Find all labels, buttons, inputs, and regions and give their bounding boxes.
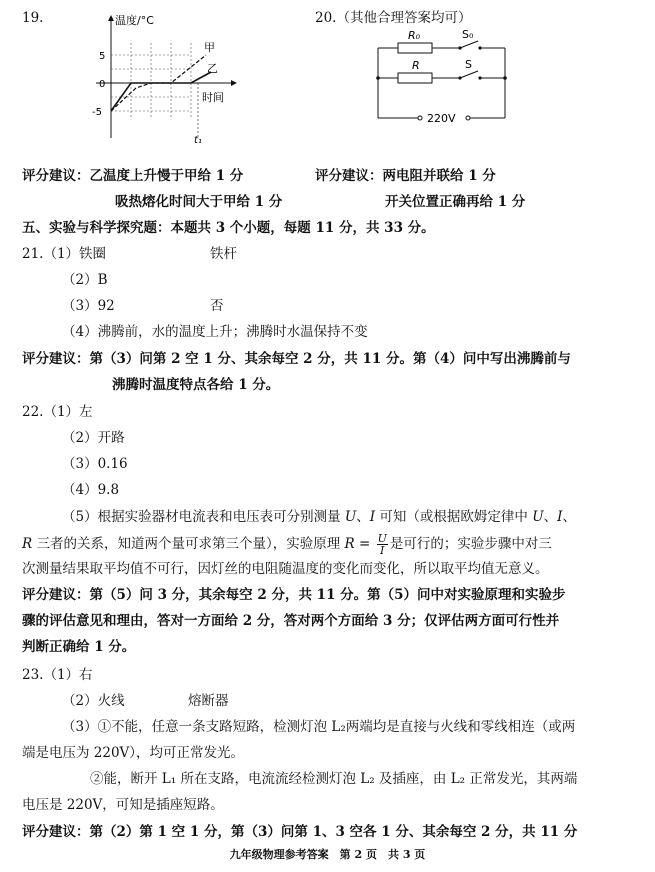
q23-answer-2: （2）火线 (62, 693, 125, 709)
q19-x-axis-label: 时间 (202, 91, 224, 104)
q23-answer-3-line3: ②能，断开 L₁ 所在支路，电流流经检测灯泡 L₂ 及插座，由 L₂ 正常发光，其两端 (90, 771, 578, 787)
q23-answer-3-line1: （3）①不能，任意一条支路短路，检测灯泡 L₂两端均是直接与火线和零线相连（或两 (62, 719, 576, 735)
q22-score-c: 判断正确给 1 分。 (22, 639, 136, 655)
q19-score-b: 吸热熔化时间大于甲给 1 分 (115, 194, 283, 210)
q22-answer-5-line1: （5）根据实验器材电流表和电压表可分别测量 U、I 可知（或根据欧姆定律中 U、I、 (62, 509, 576, 525)
q20-label-r: R (412, 59, 420, 72)
q23-answer-1: 23.（1）右 (22, 667, 93, 683)
q19-tick-neg5: -5 (92, 107, 102, 118)
q21-answer-2: （2）B (62, 272, 108, 288)
q23-answer-3-line4: 电压是 220V，可知是插座短路。 (22, 797, 224, 813)
section-5-heading: 五、实验与科学探究题：本题共 3 个小题，每题 11 分，共 33 分。 (22, 220, 435, 236)
q22-answer-2: （2）开路 (62, 430, 125, 446)
q20-label-voltage: 220V (427, 112, 456, 125)
q20-score-a: 评分建议：两电阻并联给 1 分 (315, 168, 496, 184)
q19-number: 19. (22, 10, 44, 26)
q19-tick-5: 5 (99, 51, 106, 62)
q20-label-s: S (465, 58, 472, 71)
q22-answer-1: 22.（1）左 (22, 404, 93, 420)
q22-answer-4: （4）9.8 (62, 482, 120, 498)
q19-y-axis-label: 温度/°C (115, 14, 154, 27)
q21-answer-1: 21.（1）铁圈 (22, 246, 107, 262)
q21-answer-3: （3）92 (62, 298, 115, 314)
q22-formula-fraction: $\frac{U}{I}$ (377, 532, 387, 557)
q22-answer-5-line3: 次测量结果取平均值不可行，因灯丝的电阻随温度的变化而变化，所以取平均值无意义。 (22, 561, 549, 577)
q22-answer-5-line2: R 三者的关系，知道两个量可求第三个量），实验原理 R = $\frac{U}{I}$ 是可行的；实验步骤中对三 (22, 532, 552, 557)
q19-score-a: 评分建议：乙温度上升慢于甲给 1 分 (22, 168, 244, 184)
q19-t1-label: t₁ (194, 135, 202, 146)
q22-score-a: 评分建议：第（5）问 3 分，其余每空 2 分，共 11 分。第（5）问中对实验原理和实验步 (22, 587, 566, 603)
q19-line-yi (111, 72, 211, 111)
q21-score-a: 评分建议：第（3）问第 2 空 1 分、其余每空 2 分，共 11 分。第（4）问中写出沸腾前与 (22, 351, 571, 367)
q21-answer-3b: 否 (210, 298, 224, 314)
q22-score-b: 骤的评估意见和理由，答对一方面给 2 分，答对两个方面给 3 分；仅评估两方面可行性并 (22, 613, 560, 629)
q21-answer-1b: 铁杆 (210, 246, 237, 262)
q23-answer-3-line2: 端是电压为 220V），均可正常发光。 (22, 745, 245, 761)
q23-score: 评分建议：第（2）第 1 空 1 分，第（3）问第 1、3 空各 1 分、其余每空 2 分，共 11 分 (22, 824, 578, 840)
q20-heading: 20.（其他合理答案均可） (315, 10, 472, 26)
q21-answer-4: （4）沸腾前，水的温度上升；沸腾时水温保持不变 (62, 324, 368, 340)
q23-answer-2b: 熔断器 (188, 693, 229, 709)
q19-label-jia: 甲 (204, 41, 215, 54)
q20-label-s0: S₀ (462, 28, 474, 41)
page-footer: 九年级物理参考答案 第 2 页 共 3 页 (229, 848, 426, 861)
q20-score-b: 开关位置正确再给 1 分 (385, 194, 526, 210)
q21-score-b: 沸腾时温度特点各给 1 分。 (112, 377, 280, 393)
q19-temperature-graph (86, 8, 246, 148)
q20-circuit-diagram (370, 28, 515, 128)
q19-tick-0: 0 (99, 79, 106, 90)
q22-answer-3: （3）0.16 (62, 456, 128, 472)
q20-label-r0: R₀ (408, 29, 421, 42)
q19-label-yi: 乙 (207, 62, 218, 75)
